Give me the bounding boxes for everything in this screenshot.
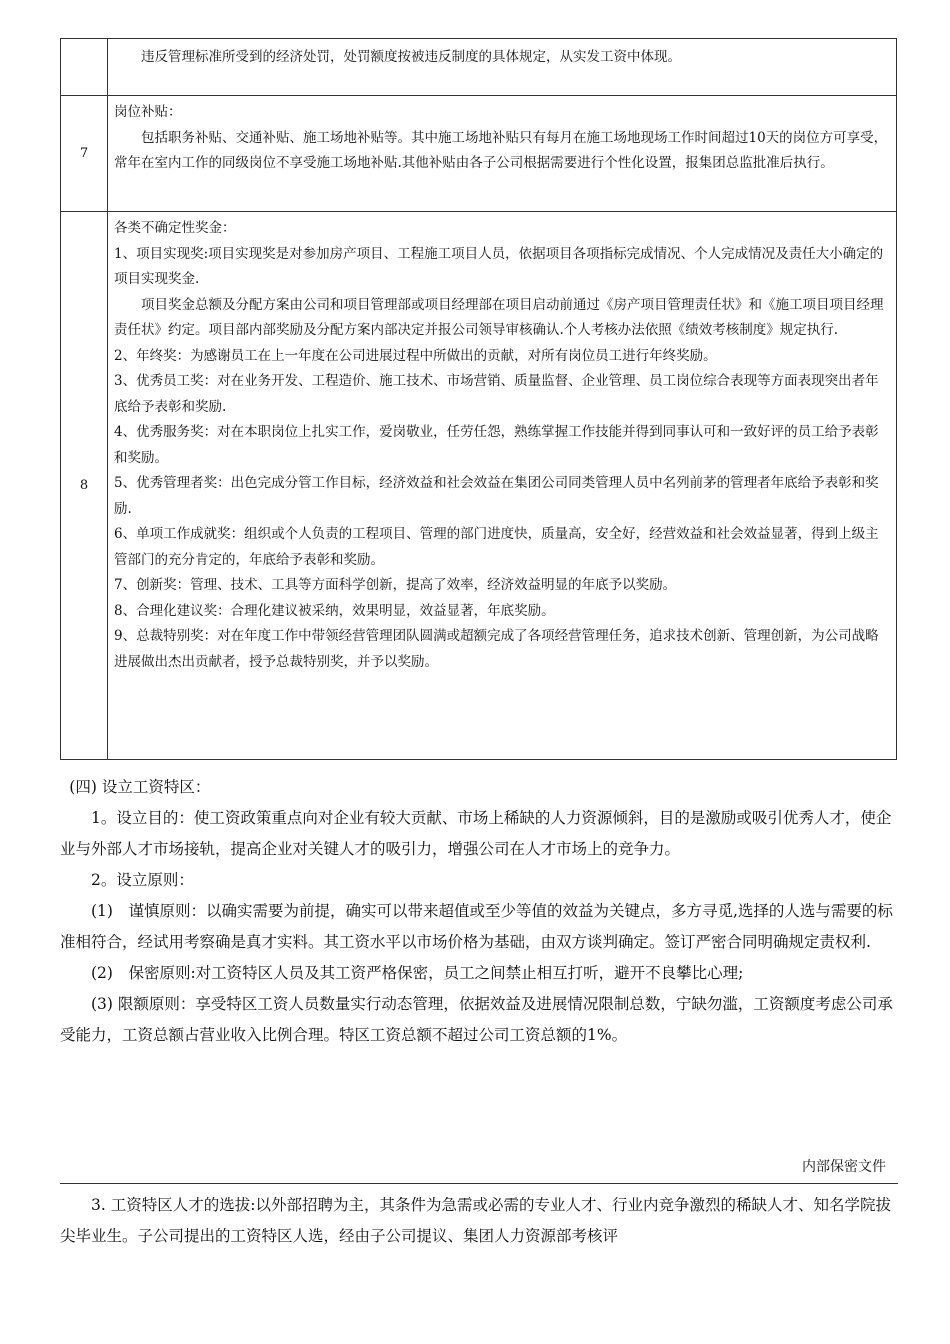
list-item: 8、合理化建议奖：合理化建议被采纳，效果明显，效益显著，年底奖励。 <box>114 602 555 619</box>
paragraph-selection: 3. 工资特区人才的选拔:以外部招聘为主，其条件为急需或必需的专业人才、行业内竞争激烈的稀缺人才、知名学院拔尖毕业生。子公司提出的工资特区人选，经由子公司提议、集团人力资源部考核评 <box>60 1196 891 1245</box>
footer-label: 内部保密文件 <box>802 1159 886 1175</box>
row-heading: 各类不确定性奖金： <box>114 220 236 236</box>
table-row <box>61 212 897 760</box>
paragraph-purpose: 1。设立目的：使工资政策重点向对企业有较大贡献、市场上稀缺的人力资源倾斜，目的是激励或吸引优秀人才，使企业与外部人才市场接轨，提高企业对关键人才的吸引力，增强公司在人才市场上的竞争力。 <box>60 809 892 858</box>
row-content <box>108 212 897 760</box>
list-item: 4、优秀服务奖：对在本职岗位上扎实工作，爱岗敬业，任劳任怨，熟练掌握工作技能并得到同事认可和一致好评的员工给予表彰和奖励。 <box>114 424 879 466</box>
table-row <box>61 39 897 96</box>
rules-table <box>60 38 897 760</box>
list-item: 3、优秀员工奖：对在业务开发、工程造价、施工技术、市场营销、质量监督、企业管理、员工岗位综合表现等方面表现突出者年底给予表彰和奖励. <box>114 373 879 415</box>
row-number: 8 <box>61 212 108 760</box>
list-item: 9、总裁特别奖：对在年度工作中带领经营管理团队圆满或超额完成了各项经营管理任务，追求技术创新、管理创新，为公司战略进展做出杰出贡献者，授予总裁特别奖，并予以奖励。 <box>114 628 879 670</box>
paragraph-principles-heading: 2。设立原则： <box>91 871 194 889</box>
section-heading: (四) 设立工资特区： <box>69 778 211 796</box>
paragraph-principle-3: (3) 限额原则：享受特区工资人员数量实行动态管理，依据效益及进展情况限制总数，宁缺勿滥，工资额度考虑公司承受能力，工资总额占营业收入比例合理。特区工资总额不超过公司工资总额的1%。 <box>60 995 893 1044</box>
row-text: 包括职务补贴、交通补贴、施工场地补贴等。其中施工场地补贴只有每月在施工场地现场工作时间超过10天的岗位方可享受，常年在室内工作的同级岗位不享受施工场地补贴.其他补贴由各子公司根据需要进行个性化设置，报集团总监批准后执行。 <box>114 129 888 171</box>
footer-divider <box>60 1183 898 1184</box>
list-item: 6、单项工作成就奖：组织或个人负责的工程项目、管理的部门进度快，质量高，安全好，经营效益和社会效益显著，得到上级主管部门的充分肯定的，年底给予表彰和奖励。 <box>114 526 879 568</box>
row-content <box>108 39 897 96</box>
list-item: 7、创新奖：管理、技术、工具等方面科学创新，提高了效率，经济效益明显的年底予以奖励。 <box>114 577 677 593</box>
paragraph-principle-1: (1) 谨慎原则：以确实需要为前提，确实可以带来超值或至少等值的效益为关键点，多方寻觅,选择的人选与需要的标准相符合，经试用考察确是真才实料。其工资水平以市场价格为基础，由双方谈判确定。签订严密合同明确规定责权利. <box>60 902 893 951</box>
row-number <box>61 39 108 96</box>
table-row <box>61 96 897 212</box>
list-item: 5、优秀管理者奖：出色完成分管工作目标，经济效益和社会效益在集团公司同类管理人员中名列前茅的管理者年底给予表彰和奖励. <box>114 475 879 517</box>
list-item: 项目奖金总额及分配方案由公司和项目管理部或项目经理部在项目启动前通过《房产项目管理责任状》和《施工项目项目经理责任状》约定。项目部内部奖励及分配方案内部决定并报公司领导审核确认.个人考核办法依照《绩效考核制度》规定执行. <box>114 296 884 338</box>
row-text: 违反管理标准所受到的经济处罚，处罚额度按被违反制度的具体规定，从实发工资中体现。 <box>141 49 681 65</box>
row-content <box>108 96 897 212</box>
row-number: 7 <box>61 96 108 212</box>
section-salary-zone <box>60 772 898 1051</box>
next-page-section <box>60 1190 898 1252</box>
list-item: 1、项目实现奖:项目实现奖是对参加房产项目、工程施工项目人员，依据项目各项指标完成情况、个人完成情况及责任大小确定的项目实现奖金. <box>114 245 884 287</box>
paragraph-principle-2: (2) 保密原则:对工资特区人员及其工资严格保密，员工之间禁止相互打听，避开不良攀比心理; <box>91 964 744 982</box>
list-item: 2、年终奖：为感谢员工在上一年度在公司进展过程中所做出的贡献，对所有岗位员工进行年终奖励。 <box>114 347 717 364</box>
row-heading: 岗位补贴： <box>114 104 182 120</box>
